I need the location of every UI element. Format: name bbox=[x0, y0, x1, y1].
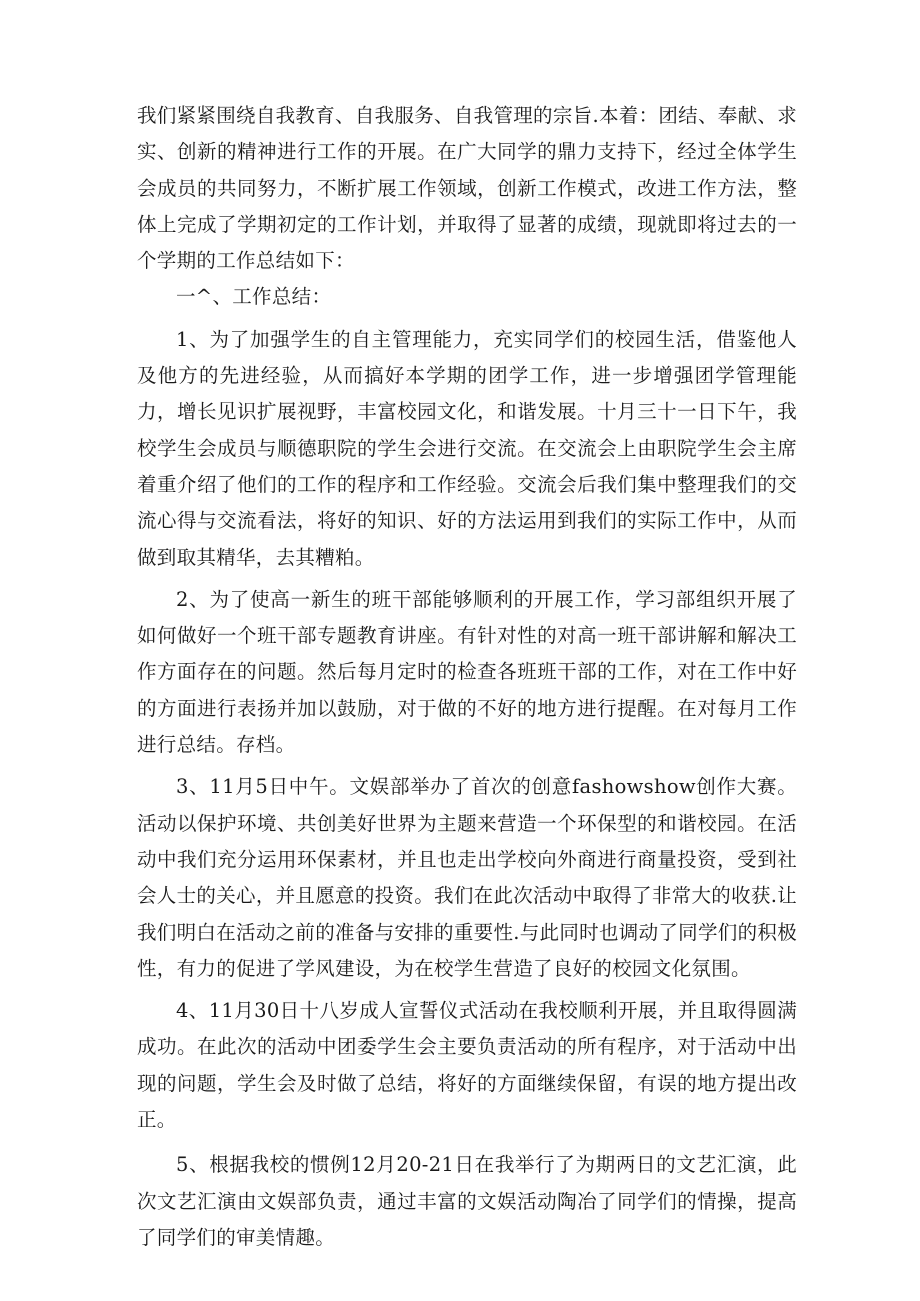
list-item: 2、为了使高一新生的班干部能够顺利的开展工作，学习部组织开展了如何做好一个班干部专题教育讲座。有针对性的对高一班干部讲解和解决工作方面存在的问题。然后每月定时的检查各班班干部的工作，对在工作中好的方面进行表扬并加以鼓励，对于做的不好的地方进行提醒。在对每月工作进行总结。存档。 bbox=[137, 587, 797, 757]
list-item: 5、根据我校的惯例12月20-21日在我举行了为期两日的文艺汇演，此次文艺汇演由文娱部负责，通过丰富的文娱活动陶冶了同学们的情操，提高了同学们的审美情趣。 bbox=[137, 1153, 797, 1249]
list-item: 3、11月5日中午。文娱部举办了首次的创意fashowshow创作大赛。活动以保护环境、共创美好世界为主题来营造一个环保型的和谐校园。在活动中我们充分运用环保素材，并且也走出学校向外商进行商量投资，受到社会人士的关心，并且愿意的投资。我们在此次活动中取得了非常大的收获.让我们明白在活动之前的准备与安排的重要性.与此同时也调动了同学们的积极性，有力的促进了学风建设，为在校学生营造了良好的校园文化氛围。 bbox=[137, 775, 797, 980]
intro-paragraph: 我们紧紧围绕自我教育、自我服务、自我管理的宗旨.本着：团结、奉献、求实、创新的精神进行工作的开展。在广大同学的鼎力支持下，经过全体学生会成员的共同努力，不断扩展工作领域，创新工作模式，改进工作方法，整体上完成了学期初定的工作计划，并取得了显著的成绩，现就即将过去的一个学期的工作总结如下： bbox=[137, 104, 797, 273]
document-body bbox=[137, 98, 797, 1256]
list-item: 1、为了加强学生的自主管理能力，充实同学们的校园生活，借鉴他人及他方的先进经验，从而搞好本学期的团学工作，进一步增强团学管理能力，增长见识扩展视野，丰富校园文化，和谐发展。十月三十一日下午，我校学生会成员与顺德职院的学生会进行交流。在交流会上由职院学生会主席着重介绍了他们的工作的程序和工作经验。交流会后我们集中整理我们的交流心得与交流看法，将好的知识、好的方法运用到我们的实际工作中，从而做到取其精华，去其糟粕。 bbox=[137, 327, 797, 569]
section-heading: 一^、工作总结： bbox=[176, 285, 332, 309]
list-item: 4、11月30日十八岁成人宣誓仪式活动在我校顺利开展，并且取得圆满成功。在此次的活动中团委学生会主要负责活动的所有程序，对于活动中出现的问题，学生会及时做了总结，将好的方面继续保留，有误的地方提出改正。 bbox=[137, 999, 797, 1132]
